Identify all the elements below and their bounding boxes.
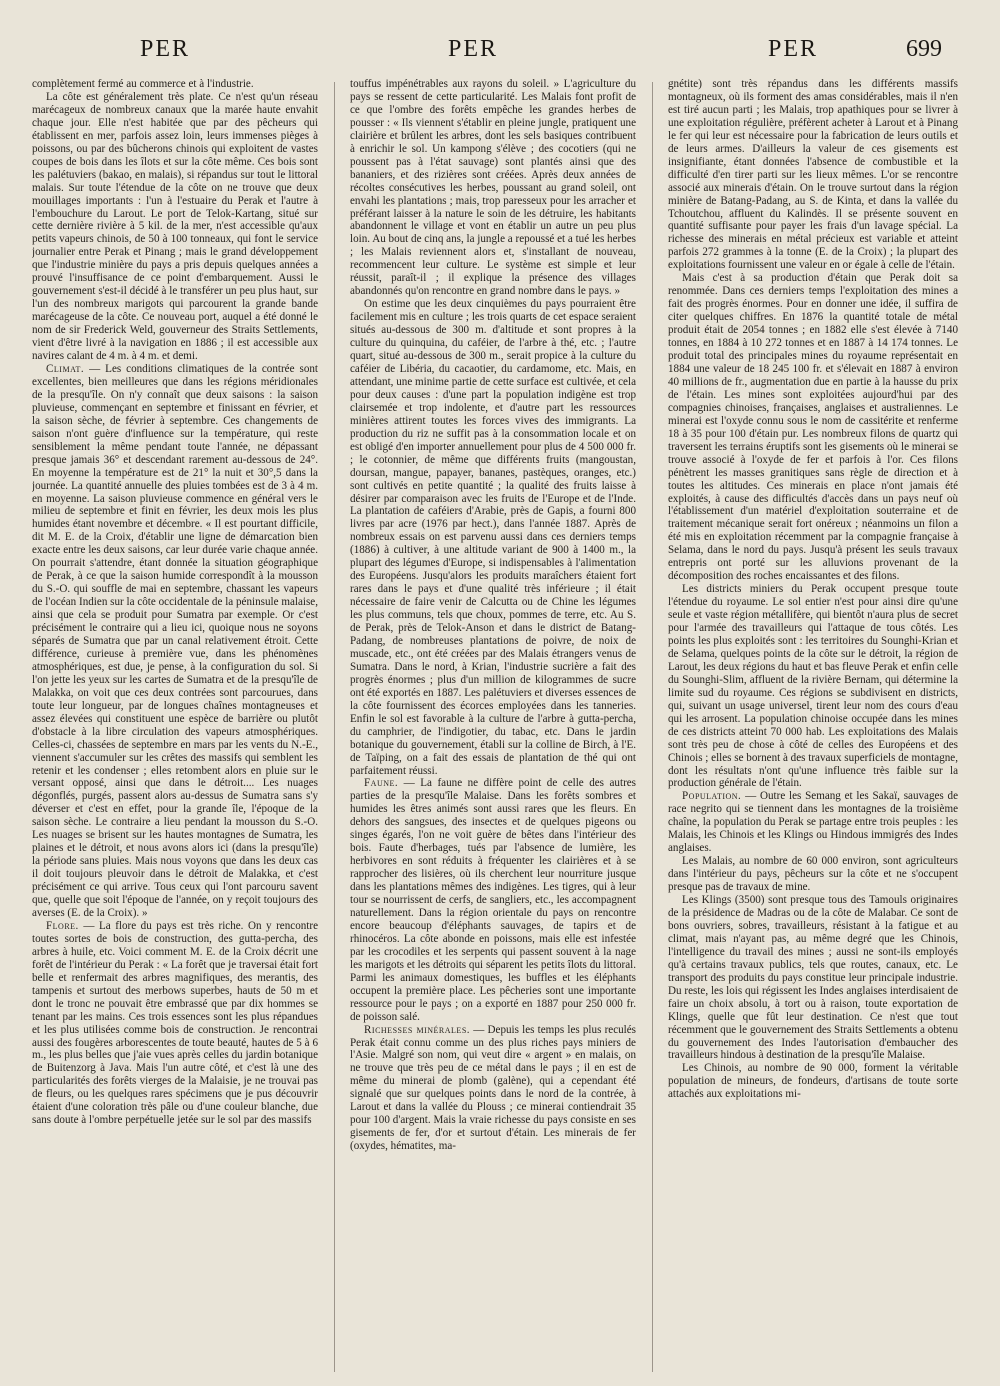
paragraph <box>350 777 636 1023</box>
section-label: Climat. <box>46 362 85 375</box>
paragraph <box>32 920 318 1127</box>
paragraph-text: — Outre les Semang et les Sakaï, sauvages de race negrito qui se tiennent dans les montagnes de la troisième chaîne, la population du Perak se partage entre trois peuples : les Malais, les Chinois et les Klings ou Hindous immigrés des Indes anglaises. <box>668 790 958 855</box>
paragraph <box>668 1062 958 1101</box>
header-right: PER <box>768 36 819 62</box>
paragraph <box>668 583 958 790</box>
paragraph-text: — La flore du pays est très riche. On y rencontre toutes sortes de bois de construction, des gutta-percha, des arbres à huile, etc. Voici comment M. E. de la Croix décrit une forêt de l'intérieur du Perak : « La forêt que je traversai était fort belle et renfermait des arbres magnifiques, des merantis, des tampenis et surtout des merbows superbes, hauts de 50 m et dont le tronc ne pouvait être embrassé que par dix hommes se tenant par les mains. Ces trois essences sont les plus répandues et les plus utilisées comme bois de construction. Je rencontrai aussi des fougères arborescentes de toute beauté, hautes de 5 à 6 m., les plus belles que j'aie vues après celles du jardin botanique de Buitenzorg à Java. Mais l'un autre côté, et c'est là une des particularités des forêts vierges de la Malaisie, je ne trouvai pas de fleurs, ou les quelques rares spécimens que je pus découvrir étaient d'une coloration très pâle ou d'une couleur blanche, due sans doute à l'ombre perpétuelle jetée sur le sol par des massifs <box>32 919 318 1127</box>
paragraph <box>668 790 958 855</box>
paragraph <box>32 363 318 920</box>
paragraph-text: Mais c'est à sa production d'étain que Perak doit sa renommée. Dans ces derniers temps l'exploitation des mines a fait des progrès énormes. Pour en donner une idée, il suffira de citer quelques chiffres. En 1876 la quantité totale de métal produit était de 2054 tonnes ; en 1882 elle s'est élevée à 7140 tonnes, en 1884 à 10 272 tonnes et en 1887 à 14 174 tonnes. Le produit total des principales mines du royaume représentait en 1884 une valeur de 18 245 100 fr. et s'élevait en 1887 à environ 40 millions de fr., augmentation due en partie à la hausse du prix de l'étain. Les mines sont exploitées aujourd'hui par des compagnies chinoises, françaises, anglaises et australiennes. Le minerai est l'oxyde connu sous le nom de cassitérite et renferme 18 à 35 pour 100 d'étain pur. Les nombreux filons de quartz qui traversent les terrains éruptifs sont les gisements où le minerai se trouve associé à l'oxyde de fer et parfois à l'or. Ces filons pénètrent les masses granitiques sans règle de direction et à toutes les altitudes. Ces minerais en place n'ont jamais été exploités, à cause des difficultés d'accès dans un pays neuf où l'établissement d'un matériel d'exploitation souterraine et de traitement mécanique serait fort onéreux ; néanmoins un filon a été mis en exploitation récemment par la compagnie française à Selama, dans le nord du pays. Jusqu'à présent les seuls travaux entrepris ont porté sur les alluvions provenant de la décomposition des roches encaissantes et des filons. <box>668 272 958 583</box>
paragraph <box>668 894 958 1062</box>
paragraph-text: Les Klings (3500) sont presque tous des Tamouls originaires de la présidence de Madras ou de la côte de Malabar. Ce sont de bons ouvriers, sobres, travailleurs, résistant à la fatigue et au climat, mais n'ayant pas, au même degré que les Chinois, l'intelligence du travail des mines ; aussi ne sont-ils employés qu'à certains travaux publics, tels que routes, canaux, etc. Le transport des produits du pays constitue leur principale industrie. Du reste, les lois qui régissent les Indes anglaises interdisaient de faire un choix absolu, à tort ou à raison, toute exportation de Klings, quelle que fût leur destination. Ce n'est que tout récemment que le gouvernement des Straits Settlements a obtenu du gouvernement des Indes l'autorisation d'embaucher des travailleurs hindous à destination de la presqu'île Malaise. <box>668 894 958 1062</box>
column-1 <box>32 78 318 1368</box>
paragraph <box>350 298 636 777</box>
paragraph-text: Les Chinois, au nombre de 90 000, forment la véritable population de mineurs, de fondeurs, d'artisans de toute sorte attachés aux exploitations mi- <box>668 1062 958 1101</box>
paragraph-text: complètement fermé au commerce et à l'industrie. <box>32 78 254 90</box>
paragraph-text: Les Malais, au nombre de 60 000 environ, sont agriculteurs dans l'intérieur du pays, pêcheurs sur la côte et ne s'occupent presque pas de travaux de mine. <box>668 855 958 894</box>
paragraph <box>32 78 318 91</box>
paragraph-text: On estime que les deux cinquièmes du pays pourraient être facilement mis en culture ; les trois quarts de cet espace seraient situés au-dessous de 300 m. d'altitude et sont propres à la culture du quinquina, du caféier, de l'arbre à thé, etc. ; l'autre quart, situé au-dessous de 300 m., serait propice à la culture du caféier de Libéria, du cacaotier, du cardamome, etc. Mais, en attendant, une minime partie de cette surface est cultivée, et cela pour deux causes : d'une part la population indigène est trop clairsemée et trop indolente, et d'autre part les ressources minières attirent toutes les forces vives des immigrants. La production du riz ne suffit pas à la consommation locale et on est obligé d'en importer annuellement pour plus de 4 500 000 fr. ; le cotonnier, de même que différents fruits (mangoustan, doursan, mangue, papayer, bananes, pastèques, oranges, etc.) sont cultivés en petite quantité ; la qualité des fruits laisse à désirer par comparaison avec les fruits de l'Europe et de l'Inde. La plantation de caféiers d'Arabie, près de Gapis, a fourni 800 livres par acre (1976 par hect.), dans l'année 1887. Après de nombreux essais on est parvenu aussi dans ces derniers temps (1886) à cultiver, à une altitude variant de 900 à 1400 m., la plupart des légumes d'Europe, si indispensables à l'alimentation des Européens. Jusqu'alors les produits maraîchers étaient fort rares dans le pays et d'une qualité très inférieure ; il était nécessaire de faire venir de Calcutta ou de Chine les légumes les plus communs, tels que choux, pommes de terre, etc. Au S. de Perak, près de Telok-Anson et dans le district de Batang-Padang, de nombreuses plantations de poivre, de noix de muscade, etc., ont été créées par des Malais étrangers venus de Sumatra. Dans le nord, à Krian, l'industrie sucrière a fait des progrès énormes ; plus d'un million de kilogrammes de sucre ont été exportés en 1887. Les palétuviers et diverses essences de la côte fournissent des écorces employées dans les tanneries. Enfin le sol est favorable à la culture de l'arbre à gutta-percha, du camphrier, de l'indigotier, du tabac, etc. Dans le jardin botanique du gouvernement, établi sur la colline de Birch, à l'E. de Taïping, on a fait des essais de plantation de thé qui ont parfaitement réussi. <box>350 298 636 777</box>
paragraph-text: Les districts miniers du Perak occupent presque toute l'étendue du royaume. Le sol entier n'est pour ainsi dire qu'une seule et vaste région métallifère, qui bientôt n'aura plus de secret pour l'armée des travailleurs qui l'attaque de tous côtés. Les points les plus exploités sont : les territoires du Sounghi-Krian et de Selama, quelques points de la côte sur le détroit, la région de Larout, les deux régions du haut et bas fleuve Perak et enfin celle du Sounghi-Slim, affluent de la rivière Bernam, qui détermine la limite sud du royaume. Ces régions se subdivisent en districts, qui, suivant un usage universel, tirent leur nom des cours d'eau qui les arrosent. La population chinoise occupée dans les mines de ces districts atteint 70 000 hab. Les exploitations des Malais sont très peu de chose à côté de celles des Européens et des Chinois ; elles se bornent à des travaux superficiels de montagne, dont les résultats n'ont qu'une influence très faible sur la production générale de l'étain. <box>668 583 958 790</box>
paragraph <box>668 855 958 894</box>
paragraph <box>32 91 318 363</box>
paragraph <box>668 272 958 583</box>
header-center: PER <box>448 36 499 62</box>
column-2 <box>350 78 636 1368</box>
column-3 <box>668 78 958 1368</box>
text-columns <box>32 78 972 1378</box>
section-label: Faune. <box>364 777 399 790</box>
paragraph <box>350 1024 636 1154</box>
paragraph <box>350 78 636 298</box>
header-left: PER <box>140 36 191 62</box>
section-label: Population. <box>682 790 742 803</box>
running-header <box>0 36 1000 70</box>
paragraph-text: — La faune ne diffère point de celle des autres parties de la presqu'île Malaise. Dans les forêts sombres et humides les êtres animés sont aussi rares que les fleurs. En dehors des sangsues, des insectes et de quelques pigeons ou singes égarés, l'on ne voit guère de bêtes dans l'intérieur des bois. Faute d'herbages, tués par l'absence de lumière, les herbivores en sont réduits à fréquenter les clairières et à se rapprocher des lisières, où ils cherchent leur nourriture jusque dans les plantations mêmes des indigènes. Les tigres, qui à leur tour se nourrissent de cerfs, de sangliers, etc., les accompagnent naturellement. Dans la région orientale du pays on rencontre encore beaucoup d'éléphants sauvages, de tapirs et de rhinocéros. La côte abonde en poissons, mais elle est infestée par les crocodiles et les serpents qui passent souvent à la nage les marigots et les détroits qui séparent les petits îlots du littoral. Parmi les animaux domestiques, les buffles et les éléphants occupent la première place. Les pêcheries sont une importante ressource pour le pays ; on a exporté en 1887 pour 250 000 fr. de poisson salé. <box>350 777 636 1023</box>
paragraph-text: — Les conditions climatiques de la contrée sont excellentes, bien meilleures que dans les régions méridionales de la presqu'île. On n'y connaît que deux saisons : la saison pluvieuse, commençant en septembre et finissant en février, et la saison sèche, de février à septembre. Ces changements de saison n'ont guère d'influence sur la température, qui reste sensiblement la même pendant toute l'année, ne dépassant presque jamais 36° et descendant rarement au-dessous de 24°. En moyenne la température est de 21° la nuit et 30°,5 dans la journée. La quantité annuelle des pluies tombées est de 3 à 4 m. en moyenne. La saison pluvieuse commence en général vers le milieu de septembre et finit en février, les deux mois les plus humides étant novembre et décembre. « Il est pourtant difficile, dit M. E. de la Croix, d'établir une ligne de démarcation bien exacte entre les deux saisons, car leur durée varie chaque année. On pourrait s'attendre, étant donnée la situation géographique de Perak, à ce que la saison humide correspondît à la mousson du S.-O. qui souffle de mai en septembre, chassant les vapeurs de l'océan Indien sur la côte occidentale de la péninsule malaise, ainsi que cela se produit pour Sumatra par exemple. Or c'est précisément le contraire qui a lieu ici, quoique nous ne soyons séparés de Sumatra que par un canal relativement étroit. Cette différence, curieuse à première vue, dans les phénomènes atmosphériques, est due, je pense, à la configuration du sol. Si l'on jette les yeux sur les cartes de Sumatra et de la presqu'île de Malakka, on voit que ces deux contrées sont parcourues, dans toute leur longueur, par de longues chaînes montagneuses et assez élevées qui constituent une espèce de barrière ou plutôt d'obstacle à la libre circulation des vapeurs atmosphériques. Celles-ci, chassées de septembre en mars par les vents du N.-E., viennent s'accumuler sur les crêtes des massifs qui semblent les retenir et les condenser ; elles retombent alors en pluie sur le versant opposé, ainsi que dans le détroit.... Les nuages dégonflés, purgés, passent alors au-dessus de Sumatra sans s'y déverser et c'est en effet, pour la grande île, l'époque de la saison sèche. Le contraire a lieu pendant la mousson du S.-O. Les nuages se brisent sur les hautes montagnes de Sumatra, les plaines et le détroit, et nous avons alors ici (dans la presqu'île) la période sans pluies. Mais nous voyons que dans les deux cas il doit toujours pleuvoir dans le détroit de Malakka, et c'est précisément ce qui arrive. Tous ceux qui l'ont parcouru savent que, quelle que soit l'époque de l'année, on y reçoit toujours des averses (E. de la Croix). » <box>32 362 318 919</box>
section-label: Richesses minérales. <box>364 1023 471 1036</box>
paragraph <box>668 78 958 272</box>
page-number: 699 <box>906 36 942 62</box>
paragraph-text: touffus impénétrables aux rayons du soleil. » L'agriculture du pays se ressent de cette particularité. Les Malais font profit de ce que l'ombre des forêts empêche les grandes herbes de pousser : « Ils viennent s'établir en pleine jungle, pratiquent une clairière et brûlent les arbres, dont les sels basiques contribuent à enrichir le sol. Un kampong s'élève ; des cocotiers (qui ne poussent pas à l'état sauvage) sont plantés ainsi que des bananiers, et des rizières sont créées. Après deux années de récoltes consécutives les herbes, poussant au grand soleil, ont envahi les plantations ; mais, trop paresseux pour les arracher et préférant laisser à la nature le soin de les détruire, les habitants abandonnent le village et vont en établir un autre un peu plus loin. Au bout de cinq ans, la jungle a repoussé et a tué les herbes ; les Malais reviennent alors et, s'installant de nouveau, recommencent leur culture. Le système est simple et leur réussit, paraît-il ; il explique la présence des villages abandonnés qu'on rencontre en grand nombre dans le pays. » <box>350 78 636 298</box>
paragraph-text: gnétite) sont très répandus dans les différents massifs montagneux, où ils forment des amas considérables, mais il n'en est tiré aucun parti ; les Malais, trop apathiques pour se livrer à une exploitation régulière, préfèrent acheter à Larout et à Pinang le fer qui leur est nécessaire pour la fabrication de leurs outils et de leurs armes. D'ailleurs la valeur de ces gisements est insignifiante, étant données l'absence de combustible et la difficulté d'en tirer parti sur les lieux mêmes. L'or se rencontre associé aux minerais d'étain. On le trouve surtout dans la région minière de Batang-Padang, au S. de Kinta, et dans la vallée du Tchoutchou, affluent du Kalindès. Il se présente souvent en quantité suffisante pour payer les frais d'un lavage spécial. La richesse des minerais en métal précieux est variable et atteint parfois 272 grammes à la tonne (E. de la Croix) ; la plupart des exploitations fournissent une valeur en or égale à celle de l'étain. <box>668 78 958 272</box>
paragraph-text: La côte est généralement très plate. Ce n'est qu'un réseau marécageux de nombreux canaux que la marée haute envahit chaque jour. Elle n'est habitée que par des pêcheurs qui établissent en mer, parfois assez loin, leurs immenses pièges à poissons, ou par des bûcherons chinois qui exploitent de vastes coupes de bois dans les îlots et sur la côte même. Ces bois sont les palétuviers (bakao, en malais), si répandus sur tout le littoral malais. Sur toute l'étendue de la côte on ne trouve que deux mouillages importants : l'un à l'estuaire du Perak et l'autre à l'embouchure du Larout. Le port de Telok-Kartang, situé sur cette dernière rivière à 5 kil. de la mer, n'est accessible qu'aux petits vapeurs chinois, de 50 à 100 tonneaux, qui font le service journalier entre Perak et Pinang ; mais le grand développement que l'industrie minière du pays a pris depuis quelques années a prouvé l'insuffisance de ce point d'embarquement. Aussi le gouvernement s'est-il décidé à le transférer un peu plus haut, sur l'un des nombreux marigots qui parcourent la grande bande marécageuse de la côte. Ce nouveau port, auquel a été donné le nom de sir Frederick Weld, gouverneur des Straits Settlements, vient d'être livré à la navigation en 1886 ; il est accessible aux navires calant de 4 m. à 4 m. et demi. <box>32 90 318 363</box>
paragraph-text: — Depuis les temps les plus reculés Perak était connu comme un des plus riches pays miniers de l'Asie. Malgré son nom, qui veut dire « argent » en malais, on ne trouve que très peu de ce métal dans le pays ; il en est de même du minerai de plomb (galène), qui a cependant été signalé que sur quelques points dans le nord de la contrée, à Larout et dans la vallée du Plouss ; ce minerai contiendrait 35 pour 100 d'argent. Mais la vraie richesse du pays consiste en ses gisements de fer, d'or et surtout d'étain. Les minerais de fer (oxydes, hématites, ma- <box>350 1023 636 1153</box>
section-label: Flore. <box>46 919 79 932</box>
